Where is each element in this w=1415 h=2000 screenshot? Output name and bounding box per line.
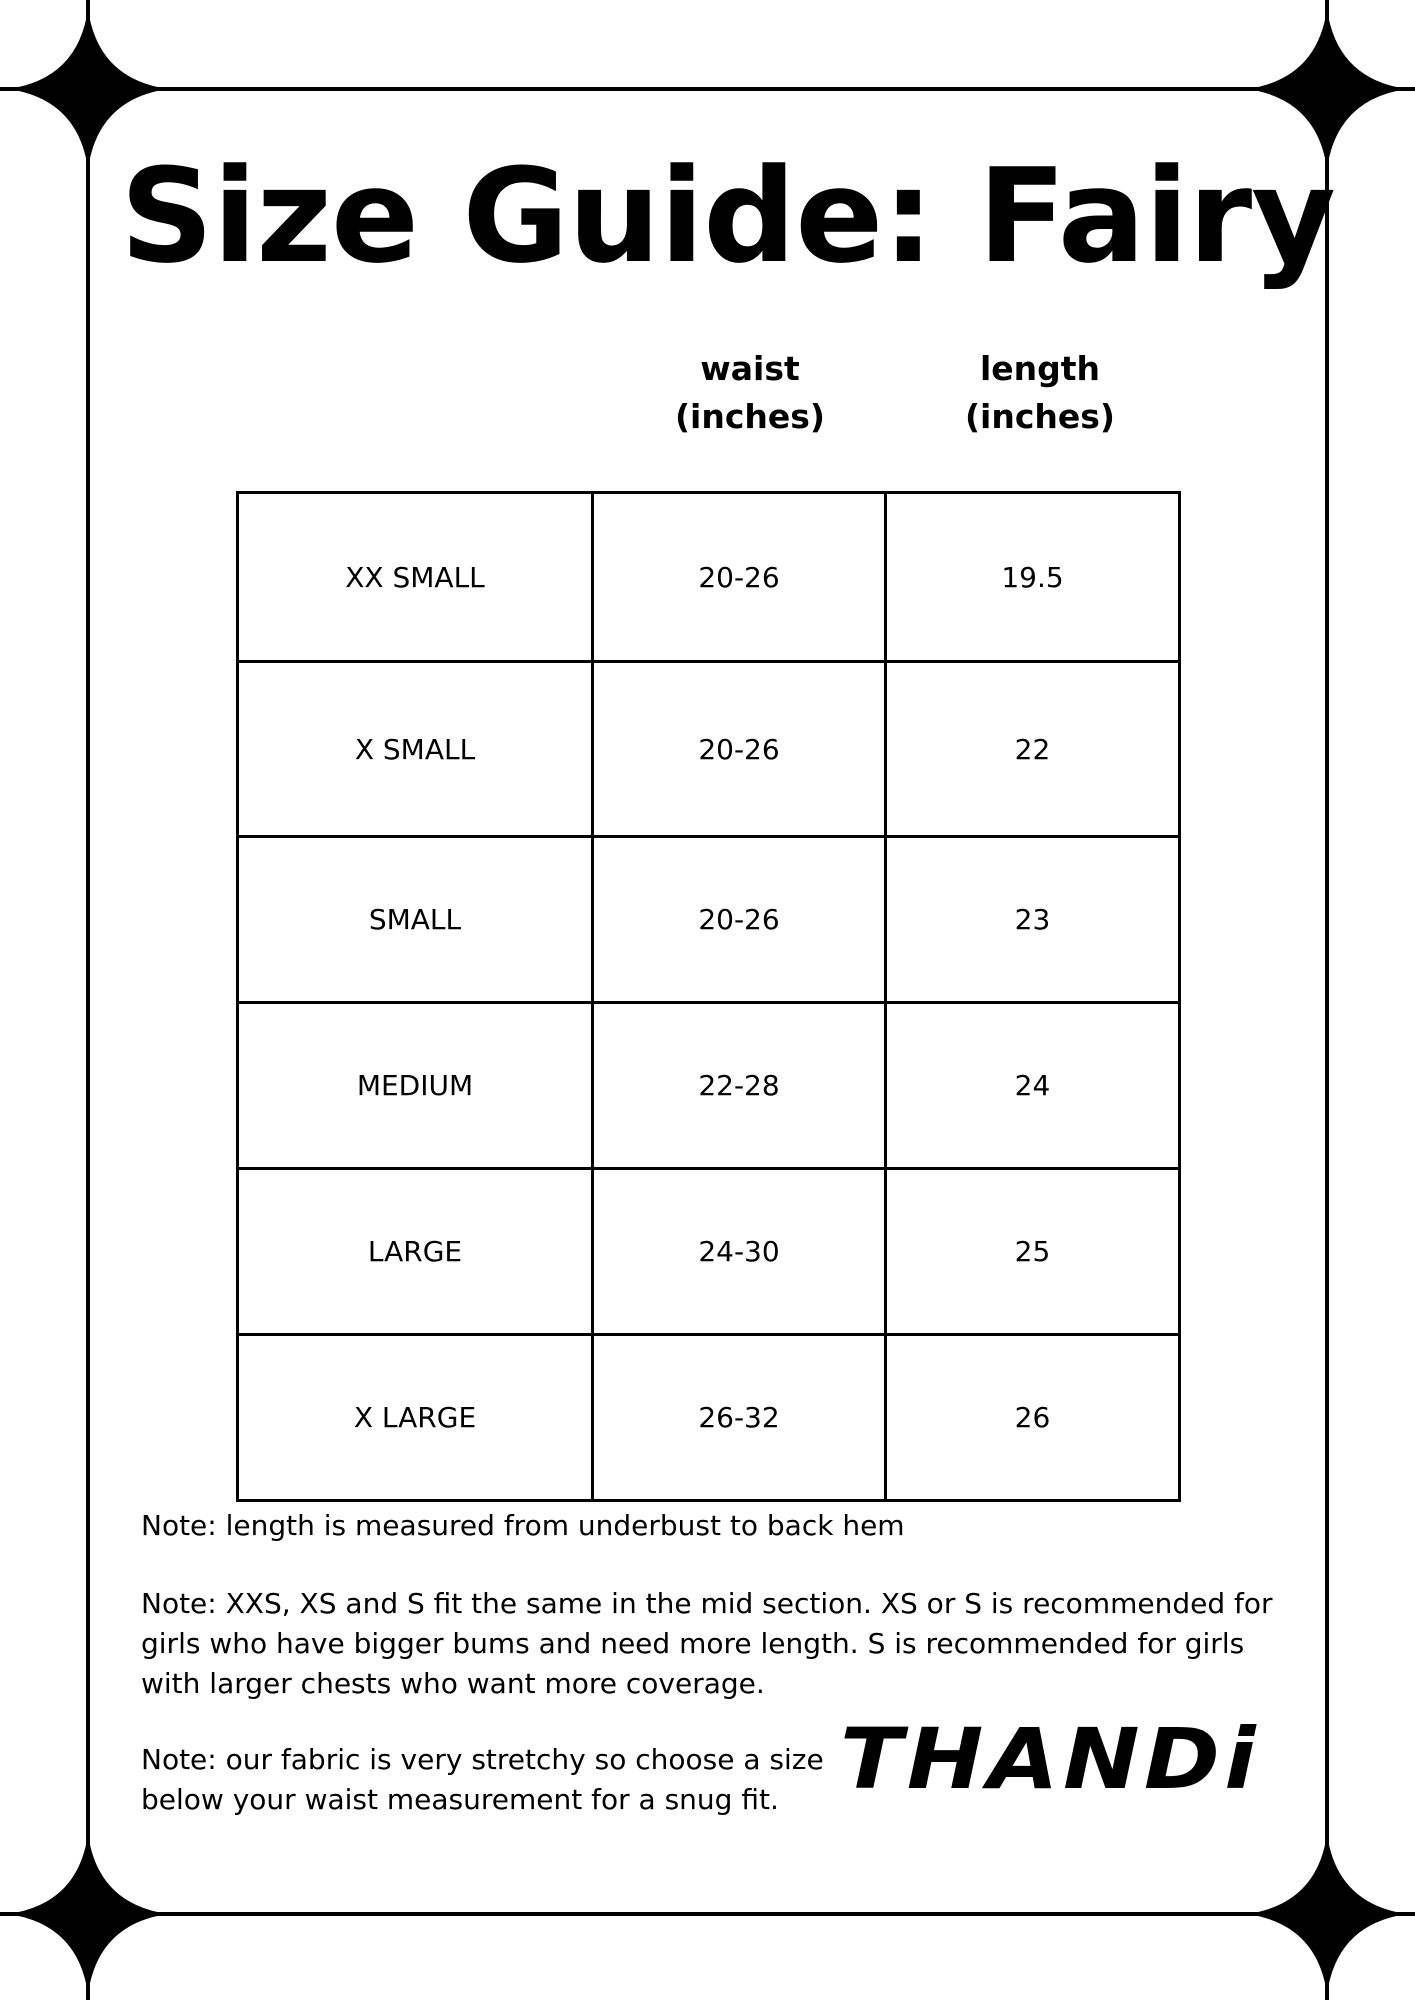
brand-logo-text: THANDi (840, 1716, 1260, 1796)
size-cell: XX SMALL (238, 493, 593, 662)
size-cell: X LARGE (238, 1335, 593, 1501)
table-row (238, 837, 1180, 1003)
length-cell: 19.5 (886, 493, 1180, 662)
column-header-length: length (inches) (964, 349, 1116, 436)
table-row (238, 1003, 1180, 1169)
table-row (238, 493, 1180, 662)
size-cell: X SMALL (238, 662, 593, 837)
waist-cell: 20-26 (593, 837, 886, 1003)
star-icon (8, 1834, 168, 1994)
waist-cell: 24-30 (593, 1169, 886, 1335)
brand-logo (836, 1716, 1266, 1796)
waist-cell: 20-26 (593, 662, 886, 837)
note-fit: Note: XXS, XS and S fit the same in the mid section. XS or S is recommended for girls who have bigger bums and need more length. S is recommended for girls with larger chests who want more coverage. (141, 1587, 1273, 1700)
note-fabric: Note: our fabric is very stretchy so choose a size below your waist measurement for a snug fit. (141, 1743, 824, 1816)
star-icon (1247, 1834, 1407, 1994)
waist-cell: 20-26 (593, 493, 886, 662)
table-row (238, 1335, 1180, 1501)
column-header-waist: waist (inches) (674, 349, 826, 436)
table-row (238, 662, 1180, 837)
table-row (238, 1169, 1180, 1335)
length-cell: 25 (886, 1169, 1180, 1335)
size-cell: LARGE (238, 1169, 593, 1335)
length-cell: 26 (886, 1335, 1180, 1501)
size-cell: MEDIUM (238, 1003, 593, 1169)
note-length: Note: length is measured from underbust to back hem (141, 1509, 905, 1542)
length-cell: 23 (886, 837, 1180, 1003)
length-cell: 22 (886, 662, 1180, 837)
size-table (236, 491, 1181, 1502)
waist-cell: 22-28 (593, 1003, 886, 1169)
page-title: Size Guide: Fairy (120, 140, 1335, 292)
length-cell: 24 (886, 1003, 1180, 1169)
waist-cell: 26-32 (593, 1335, 886, 1501)
size-cell: SMALL (238, 837, 593, 1003)
